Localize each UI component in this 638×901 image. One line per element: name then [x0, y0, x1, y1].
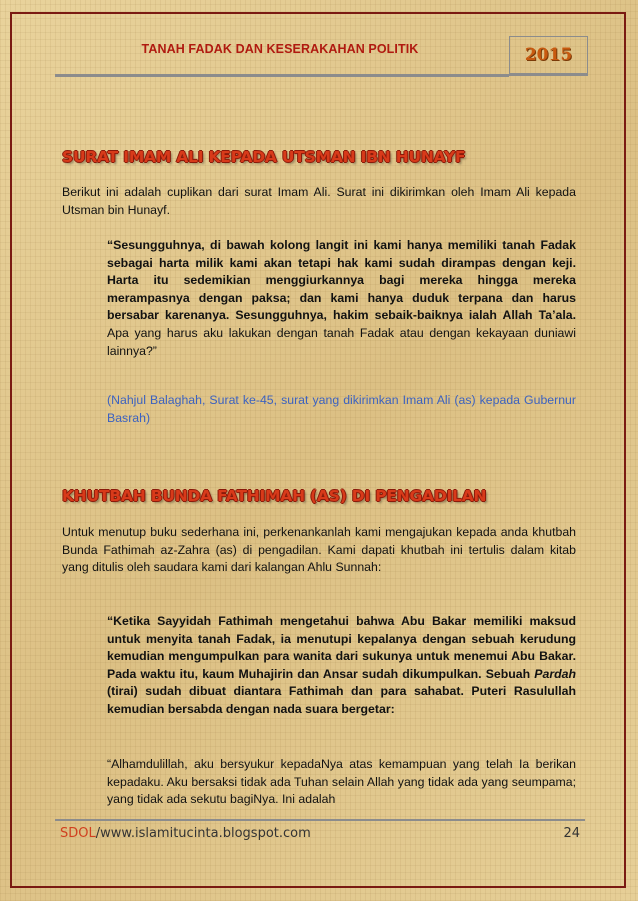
header-year: 2015 — [524, 45, 573, 65]
quote-part2: (tirai) sudah dibuat diantara Fathimah dan para sahabat. Puteri Rasulullah kemudian bersabda dengan nada suara bergetar: — [107, 684, 576, 716]
footer-site-prefix: SDOL — [60, 826, 96, 841]
year-box — [509, 36, 588, 76]
section2-intro: Untuk menutup buku sederhana ini, perkenankanlah kami mengajukan kepada anda khutbah Bunda Fathimah az-Zahra (as) di pengadilan. Kami dapati khutbah ini tertulis dalam kitab yang ditulis oleh saudara kami dari kalangan Ahlu Sunnah: — [62, 525, 576, 575]
quote-part1: “Ketika Sayyidah Fathimah mengetahui bahwa Abu Bakar memiliki maksud untuk menyita tanah Fadak, ia menutupi kepalanya dengan sebuah kerudung kemudian mengumpulkan para wanita dari sukunya untuk menemui Abu Bakar. Pada waktu itu, kaum Muhajirin dan Ansar sudah dikumpulkan. Sebuah — [107, 614, 576, 681]
footer-website — [60, 826, 311, 841]
section2-quote — [107, 613, 576, 719]
quote-italic-pardah: Pardah — [534, 666, 576, 681]
section-heading-khutbah: KHUTBAH BUNDA FATHIMAH (AS) DI PENGADILAN — [62, 487, 487, 505]
section1-quote — [107, 237, 576, 360]
speech-text: “Alhamdulillah, aku bersyukur kepadaNya atas kemampuan yang telah Ia berikan kepadaku. Aku bersaksi tidak ada Tuhan selain Allah yang tidak ada yang seumpama; yang tidak ada sekutu bagiNya. Ini adalah — [107, 757, 576, 807]
header-rule — [55, 74, 509, 77]
running-header-title: TANAH FADAK DAN KESERAKAHAN POLITIK — [141, 42, 419, 56]
citation: (Nahjul Balaghah, Surat ke-45, surat yang dikirimkan Imam Ali (as) kepada Gubernur Basrah) — [107, 393, 576, 425]
section1-intro: Berikut ini adalah cuplikan dari surat Imam Ali. Surat ini dikirimkan oleh Imam Ali kepada Utsman bin Hunayf. — [62, 185, 576, 217]
quote-plain-text: Apa yang harus aku lakukan dengan tanah Fadak atau dengan kekayaan duniawi lainnya?” — [107, 325, 576, 358]
page-number: 24 — [563, 826, 580, 841]
section-heading-surat: SURAT IMAM ALI KEPADA UTSMAN IBN HUNAYF — [62, 148, 466, 166]
footer-rule — [55, 819, 585, 821]
footer-site-url: /www.islamitucinta.blogspot.com — [95, 826, 311, 841]
quote-bold-text: “Sesungguhnya, di bawah kolong langit ini kami hanya memiliki tanah Fadak sebagai harta milik kami akan tetapi hak kami sudah dirampas dengan keji. Harta itu sedemikian menggiurkannya bagi mereka hingga mereka merampasnya dengan paksa; dan kami hanya duduk terpana dan harus bersabar karenanya. Sesungguhnya, hakim sebaik-baiknya ialah Allah Ta’ala. — [107, 238, 576, 323]
